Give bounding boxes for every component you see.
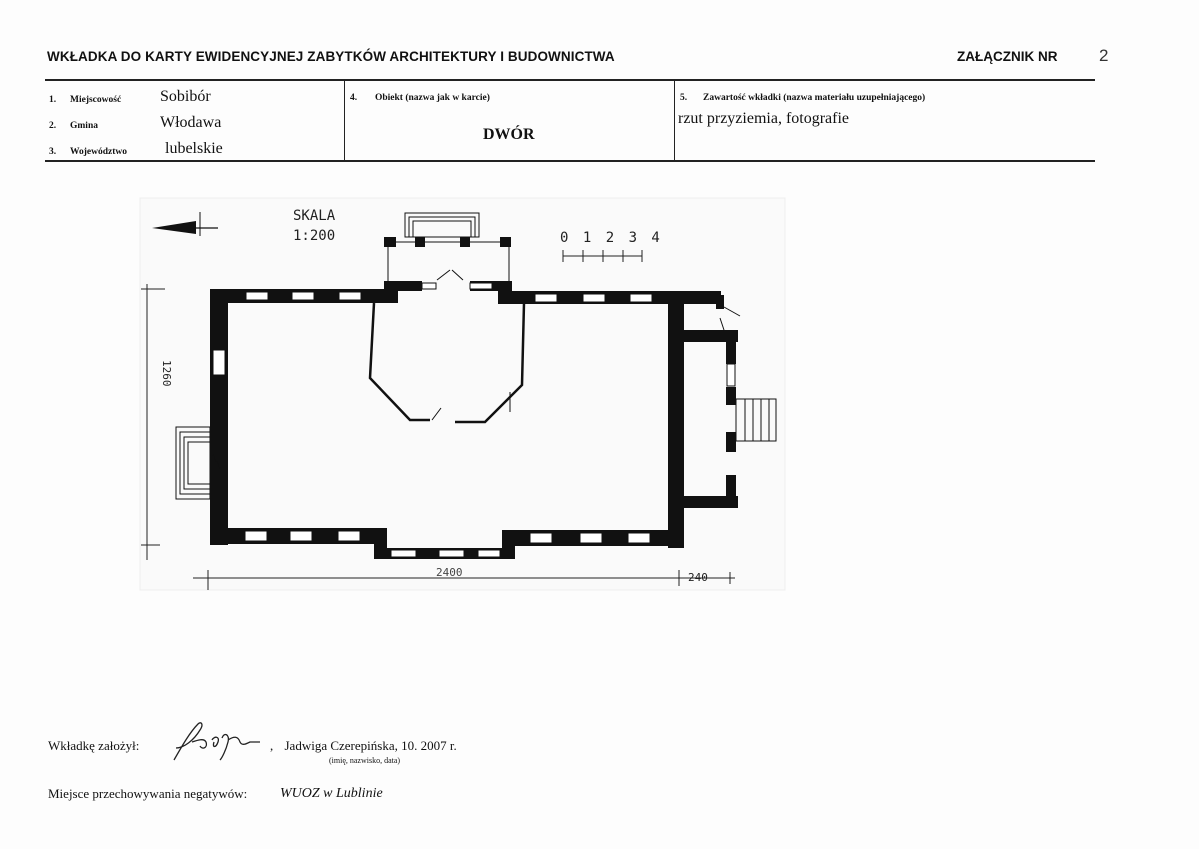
annex-label: ZAŁĄCZNIK NR [957, 49, 1058, 64]
annex-number: 2 [1099, 46, 1109, 65]
field-municipality-value: Włodawa [160, 114, 222, 131]
scale-ticks: 0 1 2 3 4 [560, 230, 663, 246]
field-voivodeship-value: lubelskie [165, 140, 223, 157]
field-contents-value: rzut przyziemia, fotografie [678, 110, 850, 127]
field-locality-number: 1. [49, 95, 57, 105]
dim-extra-label: 240 [688, 571, 708, 584]
created-by-label: Wkładkę założył: [48, 738, 140, 753]
form-title: WKŁADKA DO KARTY EWIDENCYJNEJ ZABYTKÓW ARCHITEKTURY I BUDOWNICTWA [47, 49, 615, 64]
scale-value: 1:200 [293, 228, 336, 244]
dim-height-label: 1260 [160, 360, 173, 387]
created-by-name-date: Jadwiga Czerepińska, 10. 2007 r. [284, 738, 457, 753]
created-by-hint: (imię, nazwisko, data) [329, 756, 401, 765]
signature-image [168, 718, 268, 763]
field-voivodeship-label: Województwo [70, 147, 127, 157]
field-locality-label: Miejscowość [70, 95, 122, 105]
field-municipality-label: Gmina [70, 121, 98, 131]
field-contents-label: Zawartość wkładki (nazwa materiału uzupełniającego) [703, 93, 926, 103]
field-object-number: 4. [350, 93, 358, 103]
field-object-label: Obiekt (nazwa jak w karcie) [375, 93, 490, 103]
field-contents-number: 5. [680, 93, 688, 103]
storage-label: Miejsce przechowywania negatywów: [48, 786, 248, 801]
field-municipality-number: 2. [49, 121, 57, 131]
dim-width-label: 2400 [436, 566, 463, 579]
scale-label: SKALA [293, 208, 336, 224]
field-voivodeship-number: 3. [49, 147, 57, 157]
field-locality-value: Sobibór [160, 88, 211, 105]
storage-value: WUOZ w Lublinie [280, 786, 383, 801]
created-by-value: , Jadwiga Czerepińska, 10. 2007 r. [270, 738, 457, 753]
field-object-value: DWÓR [483, 126, 535, 143]
